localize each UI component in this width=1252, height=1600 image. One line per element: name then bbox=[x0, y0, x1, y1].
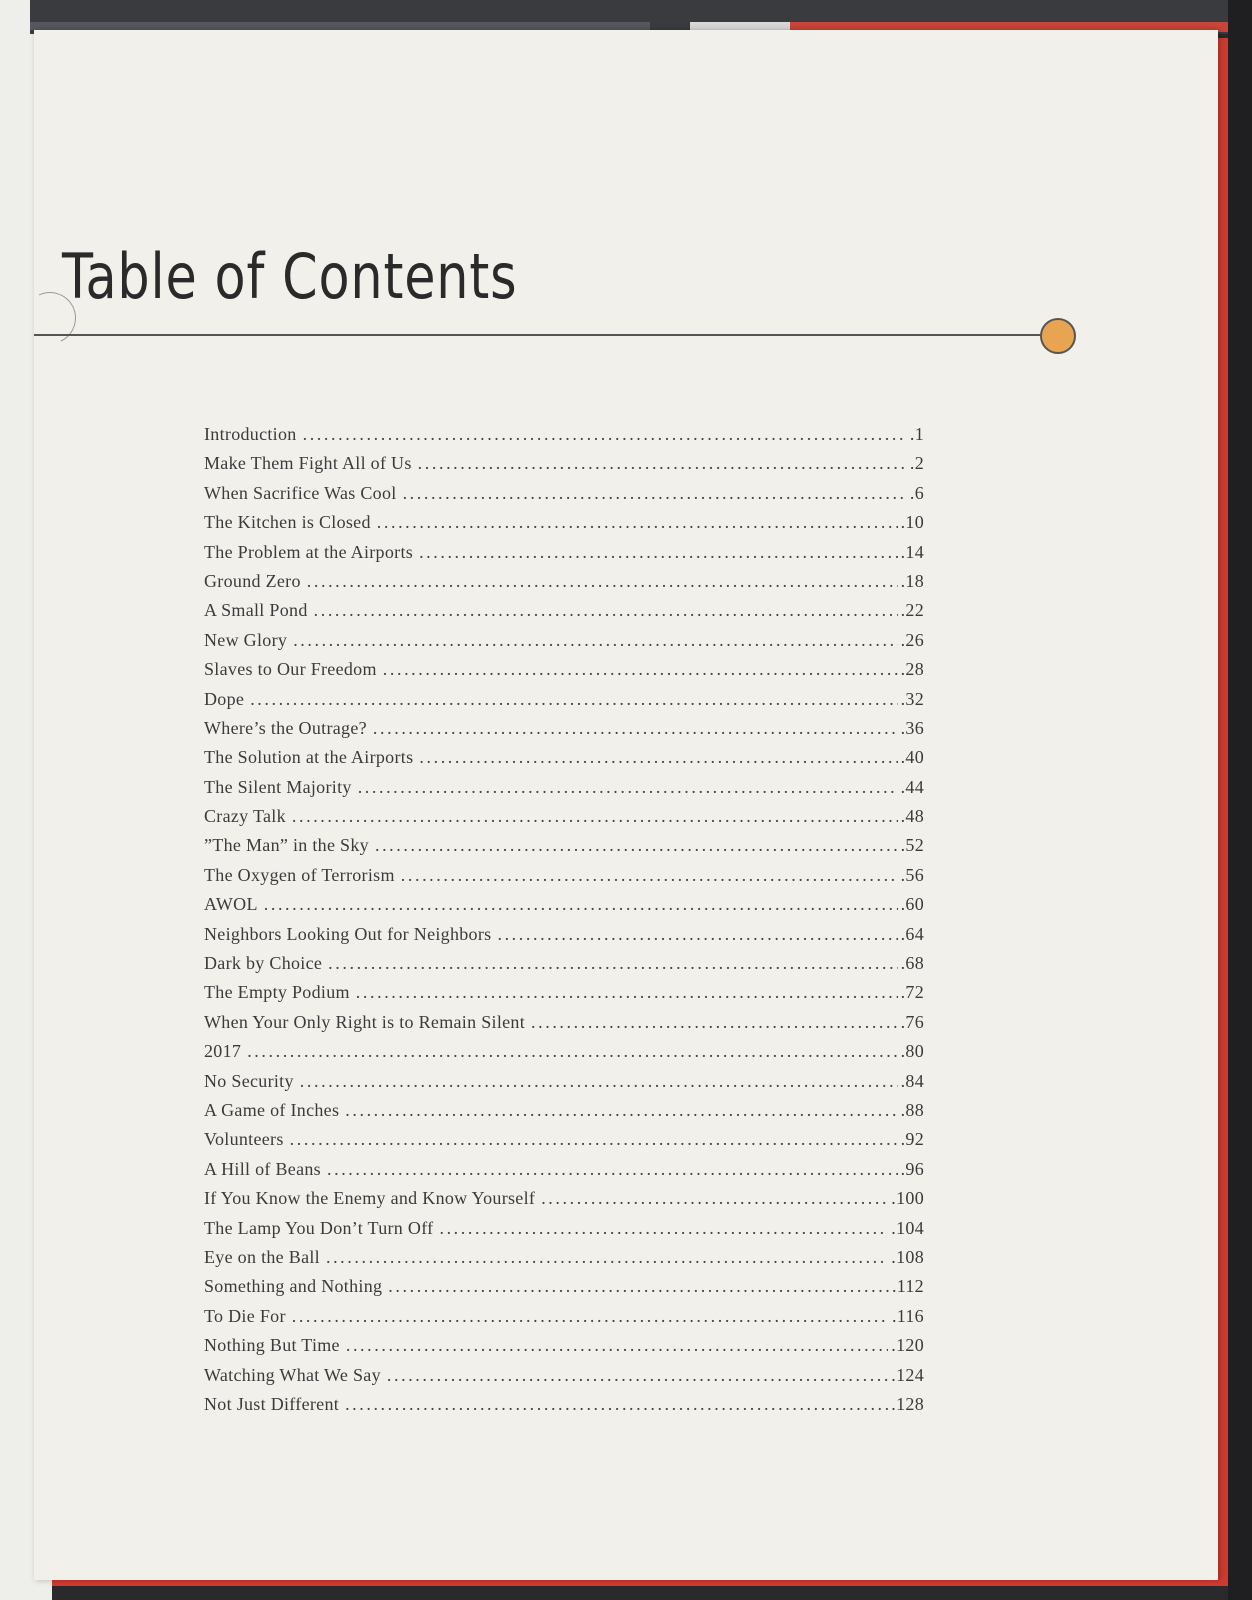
toc-entry-title: The Solution at the Airports bbox=[204, 747, 414, 768]
toc-dot-leader bbox=[373, 718, 898, 739]
toc-entry-page: .1 bbox=[909, 424, 924, 444]
toc-entry-title: Nothing But Time bbox=[204, 1335, 340, 1356]
toc-entry-title: Watching What We Say bbox=[204, 1364, 381, 1385]
toc-dot-leader bbox=[439, 1218, 888, 1239]
title-rule bbox=[34, 334, 1054, 336]
toc-entry-page: .26 bbox=[900, 629, 924, 650]
toc-entry-page: .72 bbox=[900, 982, 924, 1003]
toc-dot-leader bbox=[346, 1335, 888, 1356]
toc-entry-page: .52 bbox=[900, 835, 924, 856]
toc-entry-page: .124 bbox=[891, 1364, 924, 1385]
toc-dot-leader bbox=[418, 453, 907, 474]
toc-entry-title: Dark by Choice bbox=[204, 953, 323, 974]
toc-dot-leader bbox=[345, 1100, 897, 1121]
toc-dot-leader bbox=[377, 512, 898, 533]
toc-entry-title: Dope bbox=[204, 688, 245, 709]
toc-entry bbox=[204, 1159, 924, 1188]
toc-entry bbox=[204, 1100, 924, 1129]
toc-entry-title: The Empty Podium bbox=[204, 982, 350, 1003]
toc-entry bbox=[204, 865, 924, 894]
toc-dot-leader bbox=[345, 1394, 888, 1415]
toc-entry bbox=[204, 806, 924, 835]
toc-entry-title: A Small Pond bbox=[204, 600, 308, 621]
toc-entry-page: .80 bbox=[900, 1041, 924, 1062]
toc-entry bbox=[204, 982, 924, 1011]
toc-entry-title: The Problem at the Airports bbox=[204, 541, 414, 562]
toc-entry-page: .48 bbox=[900, 806, 924, 827]
toc-dot-leader bbox=[387, 1365, 888, 1386]
toc-entry-title: Introduction bbox=[204, 424, 297, 444]
toc-dot-leader bbox=[300, 1071, 898, 1092]
toc-entry bbox=[204, 571, 924, 600]
toc-dot-leader bbox=[531, 1012, 898, 1033]
toc-entry-title: Something and Nothing bbox=[204, 1276, 383, 1297]
toc-entry-title: Volunteers bbox=[204, 1129, 284, 1150]
toc-entry bbox=[204, 924, 924, 953]
toc-dot-leader bbox=[247, 1041, 897, 1062]
book-page bbox=[34, 30, 1218, 1580]
toc-entry bbox=[204, 659, 924, 688]
toc-entry bbox=[204, 1012, 924, 1041]
toc-entry bbox=[204, 1394, 924, 1423]
toc-entry-title: To Die For bbox=[204, 1305, 286, 1326]
toc-entry-page: .56 bbox=[900, 864, 924, 885]
toc-entry-page: .6 bbox=[909, 482, 924, 503]
toc-entry bbox=[204, 1335, 924, 1364]
toc-entry bbox=[204, 953, 924, 982]
toc-entry bbox=[204, 483, 924, 512]
toc-entry-title: The Silent Majority bbox=[204, 776, 352, 797]
toc-entry bbox=[204, 1129, 924, 1158]
toc-entry-page: .10 bbox=[900, 512, 924, 533]
toc-entry-page: .108 bbox=[891, 1246, 924, 1267]
toc-entry-page: .100 bbox=[891, 1188, 924, 1209]
toc-entry bbox=[204, 894, 924, 923]
toc-entry bbox=[204, 1218, 924, 1247]
toc-entry-page: .88 bbox=[900, 1099, 924, 1120]
toc-entry-page: .96 bbox=[900, 1158, 924, 1179]
toc-entry-page: .22 bbox=[900, 600, 924, 621]
toc-entry bbox=[204, 1188, 924, 1217]
toc-entry-title: When Sacrifice Was Cool bbox=[204, 482, 397, 503]
toc-entry-title: If You Know the Enemy and Know Yourself bbox=[204, 1188, 536, 1209]
toc-entry-title: Slaves to Our Freedom bbox=[204, 659, 377, 680]
toc-entry-page: .104 bbox=[891, 1217, 924, 1238]
toc-dot-leader bbox=[314, 600, 898, 621]
toc-dot-leader bbox=[388, 1276, 889, 1297]
toc-entry-page: .14 bbox=[900, 541, 924, 562]
toc-entry bbox=[204, 1365, 924, 1394]
toc-entry-title: ”The Man” in the Sky bbox=[204, 835, 369, 856]
toc-entry-page: .40 bbox=[900, 747, 924, 768]
toc-dot-leader bbox=[419, 542, 898, 563]
toc-dot-leader bbox=[307, 571, 898, 592]
toc-entry bbox=[204, 1306, 924, 1335]
toc-entry-title: A Game of Inches bbox=[204, 1099, 340, 1120]
page-title: Table of Contents bbox=[62, 240, 518, 313]
toc-entry-page: .44 bbox=[900, 776, 924, 797]
toc-entry-page: .120 bbox=[891, 1335, 924, 1356]
toc-entry-page: .68 bbox=[900, 953, 924, 974]
toc-entry bbox=[204, 718, 924, 747]
toc-entry-title: The Oxygen of Terrorism bbox=[204, 864, 395, 885]
toc-entry-title: Ground Zero bbox=[204, 570, 301, 591]
toc-entry-page: .60 bbox=[900, 894, 924, 915]
toc-entry-title: No Security bbox=[204, 1070, 294, 1091]
toc-entry-page: .36 bbox=[900, 717, 924, 738]
toc-entry bbox=[204, 512, 924, 541]
toc-dot-leader bbox=[356, 982, 898, 1003]
toc-entry-title: 2017 bbox=[204, 1041, 242, 1062]
toc-entry-title: Make Them Fight All of Us bbox=[204, 453, 412, 474]
toc-dot-leader bbox=[303, 424, 907, 445]
toc-dot-leader bbox=[358, 777, 898, 798]
toc-entry-page: .2 bbox=[909, 453, 924, 474]
toc-entry bbox=[204, 689, 924, 718]
toc-entry bbox=[204, 542, 924, 571]
toc-entry-page: .92 bbox=[900, 1129, 924, 1150]
toc-dot-leader bbox=[328, 953, 897, 974]
accent-dot-icon bbox=[1040, 318, 1076, 354]
toc-entry bbox=[204, 835, 924, 864]
toc-entry-page: .32 bbox=[900, 688, 924, 709]
toc-dot-leader bbox=[327, 1159, 898, 1180]
toc-entry bbox=[204, 777, 924, 806]
background-dark-edge bbox=[1228, 0, 1252, 1600]
toc-dot-leader bbox=[497, 924, 897, 945]
toc-dot-leader bbox=[292, 806, 898, 827]
toc-entry-page: .128 bbox=[891, 1393, 924, 1414]
toc-dot-leader bbox=[383, 659, 898, 680]
table-of-contents bbox=[204, 424, 924, 1423]
top-strip-light bbox=[690, 22, 790, 30]
toc-dot-leader bbox=[401, 865, 898, 886]
toc-entry bbox=[204, 747, 924, 776]
toc-dot-leader bbox=[290, 1129, 898, 1150]
toc-entry-page: .76 bbox=[900, 1011, 924, 1032]
toc-entry bbox=[204, 1071, 924, 1100]
toc-entry bbox=[204, 1041, 924, 1070]
toc-entry-page: .116 bbox=[891, 1305, 924, 1326]
toc-entry-title: When Your Only Right is to Remain Silent bbox=[204, 1011, 526, 1032]
toc-dot-leader bbox=[403, 483, 907, 504]
toc-entry-page: .112 bbox=[891, 1276, 924, 1297]
toc-entry-title: The Kitchen is Closed bbox=[204, 512, 371, 533]
toc-entry bbox=[204, 630, 924, 659]
toc-entry bbox=[204, 1276, 924, 1305]
toc-entry-page: .84 bbox=[900, 1070, 924, 1091]
toc-entry-title: Eye on the Ball bbox=[204, 1246, 320, 1267]
toc-entry-title: Not Just Different bbox=[204, 1393, 340, 1414]
toc-entry bbox=[204, 1247, 924, 1276]
toc-dot-leader bbox=[264, 894, 898, 915]
toc-entry bbox=[204, 600, 924, 629]
toc-entry-title: AWOL bbox=[204, 894, 258, 915]
top-binding-strip bbox=[30, 0, 1252, 34]
toc-dot-leader bbox=[292, 1306, 889, 1327]
toc-entry-title: New Glory bbox=[204, 629, 288, 650]
toc-entry-title: A Hill of Beans bbox=[204, 1158, 321, 1179]
toc-entry bbox=[204, 424, 924, 453]
toc-entry-title: Where’s the Outrage? bbox=[204, 717, 367, 738]
toc-dot-leader bbox=[419, 747, 897, 768]
toc-dot-leader bbox=[293, 630, 897, 651]
toc-dot-leader bbox=[541, 1188, 888, 1209]
toc-entry-page: .64 bbox=[900, 923, 924, 944]
toc-entry-page: .28 bbox=[900, 659, 924, 680]
toc-entry-title: Neighbors Looking Out for Neighbors bbox=[204, 923, 492, 944]
top-strip-gray bbox=[30, 22, 650, 30]
toc-entry-title: Crazy Talk bbox=[204, 806, 286, 827]
toc-dot-leader bbox=[326, 1247, 888, 1268]
toc-dot-leader bbox=[375, 835, 898, 856]
toc-entry bbox=[204, 453, 924, 482]
toc-dot-leader bbox=[250, 689, 897, 710]
toc-entry-page: .18 bbox=[900, 570, 924, 591]
toc-entry-title: The Lamp You Don’t Turn Off bbox=[204, 1217, 434, 1238]
